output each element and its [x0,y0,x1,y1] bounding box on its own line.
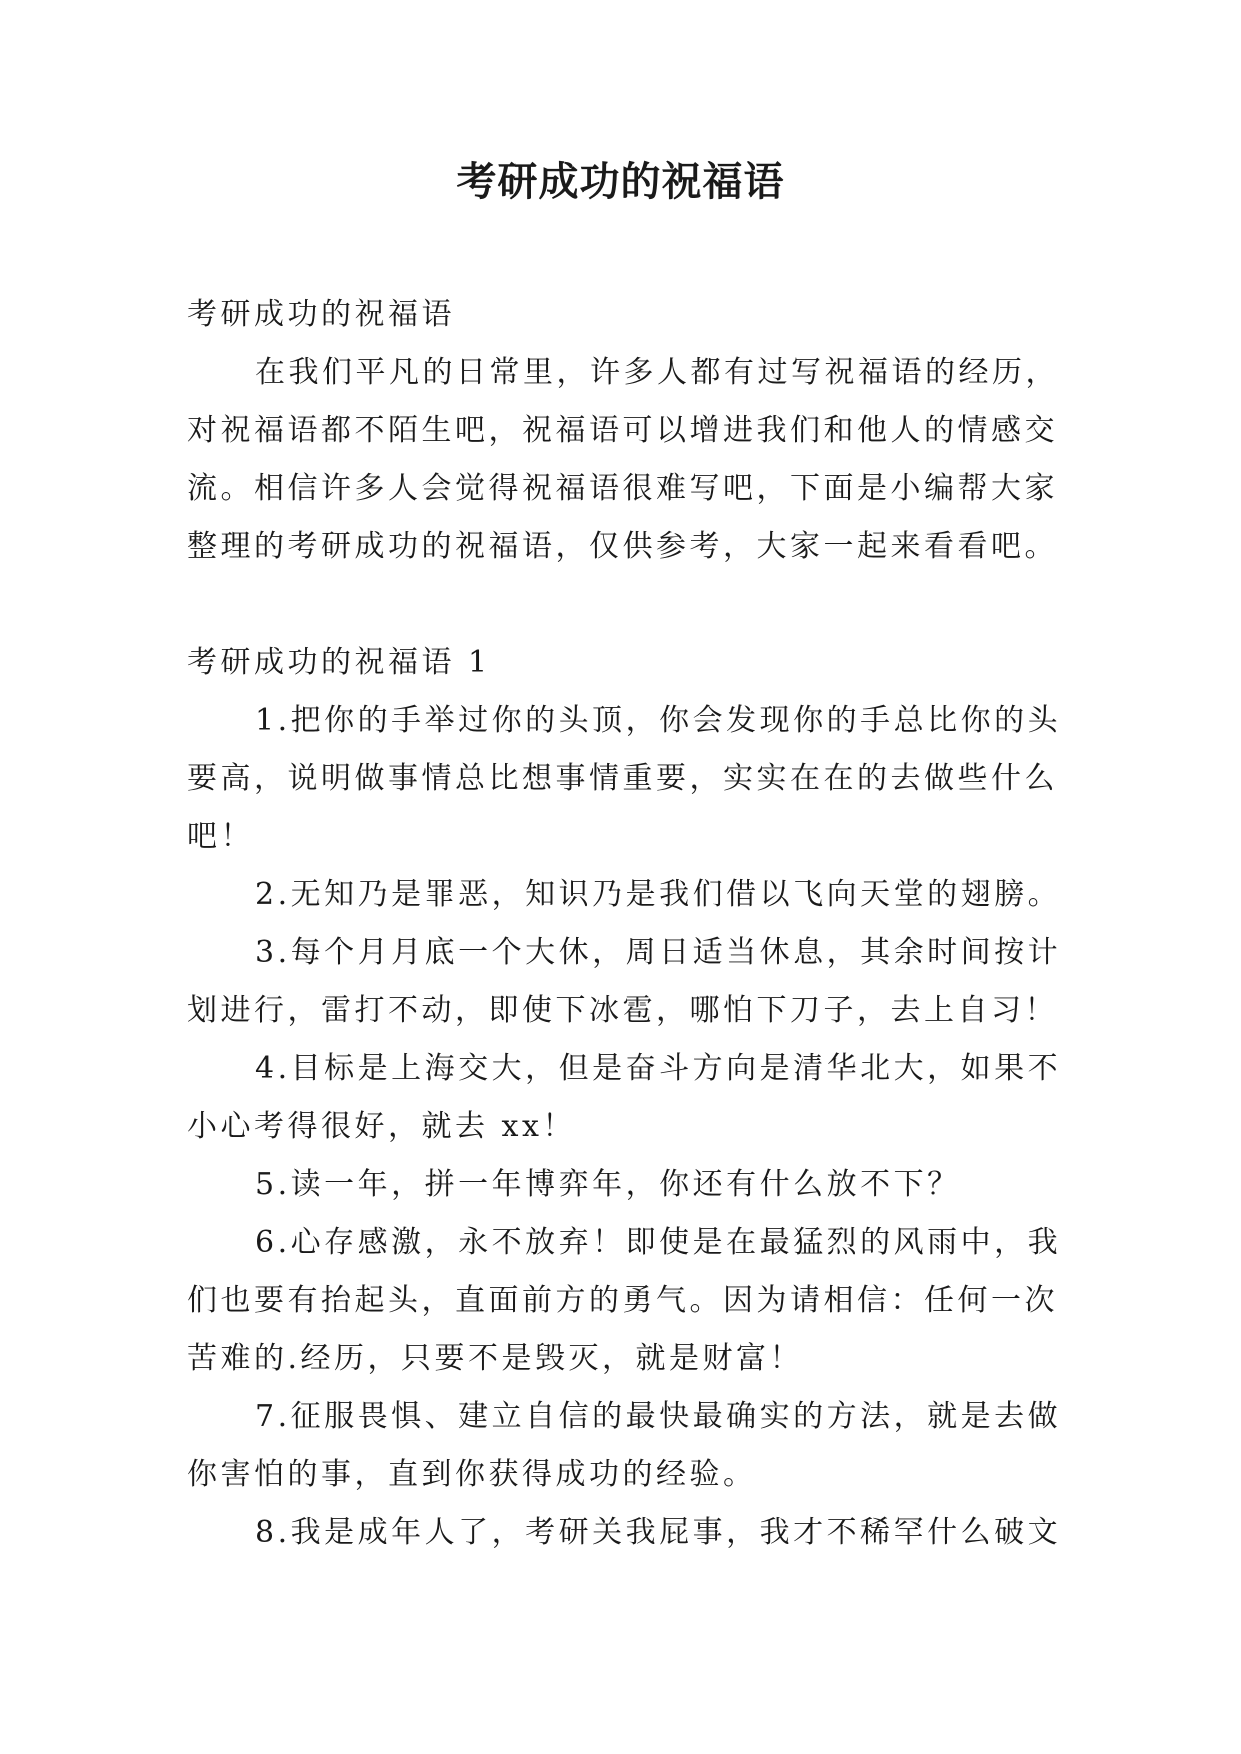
list-item: 6.心存感激，永不放弃！即使是在最猛烈的风雨中，我们也要有抬起头，直面前方的勇气。因为请相信：任何一次苦难的.经历，只要不是毁灭，就是财富！ [187,1225,1062,1376]
intro-paragraph: 在我们平凡的日常里，许多人都有过写祝福语的经历，对祝福语都不陌生吧，祝福语可以增进我们和他人的情感交流。相信许多人会觉得祝福语很难写吧，下面是小编帮大家整理的考研成功的祝福语，仅供参考，大家一起来看看吧。 [187,355,1059,564]
list-item: 1.把你的手举过你的头顶，你会发现你的手总比你的头要高，说明做事情总比想事情重要，实实在在的去做些什么吧！ [187,703,1062,854]
list-item: 4.目标是上海交大，但是奋斗方向是清华北大，如果不小心考得很好，就去 xx！ [187,1051,1062,1144]
list-item: 5.读一年，拼一年博弈年，你还有什么放不下？ [255,1167,961,1202]
list-item: 2.无知乃是罪恶，知识乃是我们借以飞向天堂的翅膀。 [255,877,1062,912]
section-heading: 考研成功的祝福语 1 [187,645,491,680]
list-item: 3.每个月月底一个大休，周日适当休息，其余时间按计划进行，雷打不动，即使下冰雹，哪怕下刀子，去上自习！ [187,935,1062,1028]
subtitle: 考研成功的祝福语 [187,297,455,332]
document-body [187,286,1067,1562]
list-item: 7.征服畏惧、建立自信的最快最确实的方法，就是去做你害怕的事，直到你获得成功的经验。 [187,1399,1062,1492]
document-title: 考研成功的祝福语 [456,158,785,205]
list-item: 8.我是成年人了，考研关我屁事，我才不稀罕什么破文 [255,1515,1062,1550]
paragraph-spacer [187,576,1067,634]
